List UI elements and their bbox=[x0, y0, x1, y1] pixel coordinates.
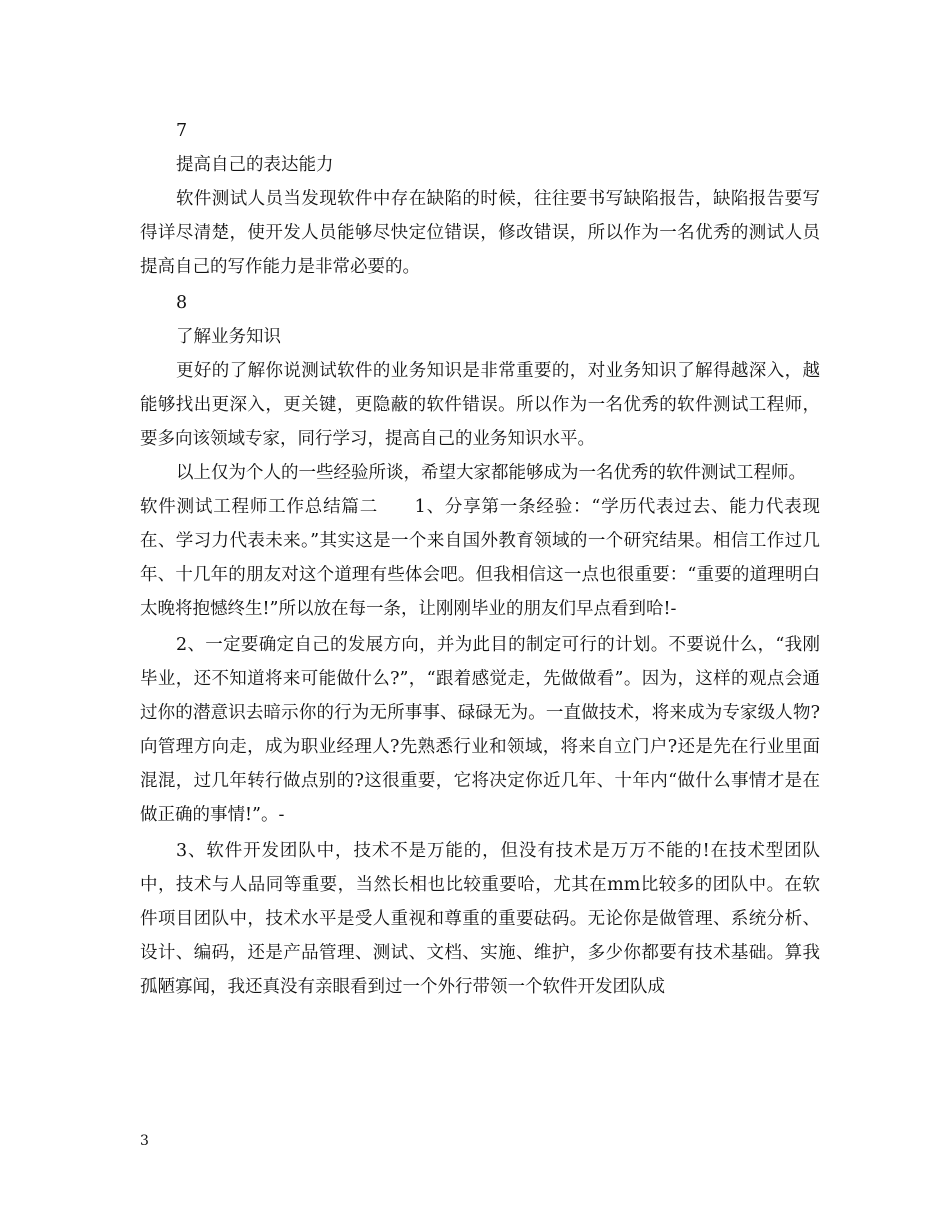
paragraph-part2-intro: 软件测试工程师工作总结篇二 1、分享第一条经验：“学历代表过去、能力代表现在、学习力代表未来。”其实这是一个来自国外教育领域的一个研究结果。相信工作过几年、十几年的朋友对这个道理有些体会吧。但我相信这一点也很重要：“重要的道理明白太晚将抱憾终生!”所以放在每一条，让刚刚毕业的朋友们早点看到哈!- bbox=[140, 497, 820, 619]
section-number-8: 8 bbox=[176, 293, 188, 313]
paragraph-business: 更好的了解你说测试软件的业务知识是非常重要的，对业务知识了解得越深入，越能够找出更深入，更关键，更隐蔽的软件错误。所以作为一名优秀的软件测试工程师，要多向该领域专家，同行学习，提高自己的业务知识水平。 bbox=[140, 361, 820, 449]
section-heading-expression: 提高自己的表达能力 bbox=[176, 155, 334, 175]
paragraph-point-3: 3、软件开发团队中，技术不是万能的，但没有技术是万万不能的!在技术型团队中，技术与人品同等重要，当然长相也比较重要哈，尤其在mm比较多的团队中。在软件项目团队中，技术水平是受人重视和尊重的重要砝码。无论你是做管理、系统分析、设计、编码，还是产品管理、测试、文档、实施、维护，多少你都要有技术基础。算我孤陋寡闻，我还真没有亲眼看到过一个外行带领一个软件开发团队成 bbox=[140, 841, 820, 997]
section-number-7: 7 bbox=[176, 121, 188, 141]
paragraph-point-2: 2、一定要确定自己的发展方向，并为此目的制定可行的计划。不要说什么，“我刚毕业，还不知道将来可能做什么?”，“跟着感觉走，先做做看”。因为，这样的观点会通过你的潜意识去暗示你的行为无所事事、碌碌无为。一直做技术，将来成为专家级人物?向管理方向走，成为职业经理人?先熟悉行业和领域，将来自立门户?还是先在行业里面混混，过几年转行做点别的?这很重要，它将决定你近几年、十年内“做什么事情才是在做正确的事情!”。- bbox=[140, 635, 820, 825]
page-number: 3 bbox=[140, 1133, 149, 1149]
section-heading-business: 了解业务知识 bbox=[176, 327, 281, 347]
page-body bbox=[140, 114, 820, 1004]
paragraph-closing: 以上仅为个人的一些经验所谈，希望大家都能够成为一名优秀的软件测试工程师。 bbox=[176, 463, 806, 483]
paragraph-expression: 软件测试人员当发现软件中存在缺陷的时候，往往要书写缺陷报告，缺陷报告要写得详尽清楚，使开发人员能够尽快定位错误，修改错误，所以作为一名优秀的测试人员提高自己的写作能力是非常必要的。 bbox=[140, 189, 820, 277]
